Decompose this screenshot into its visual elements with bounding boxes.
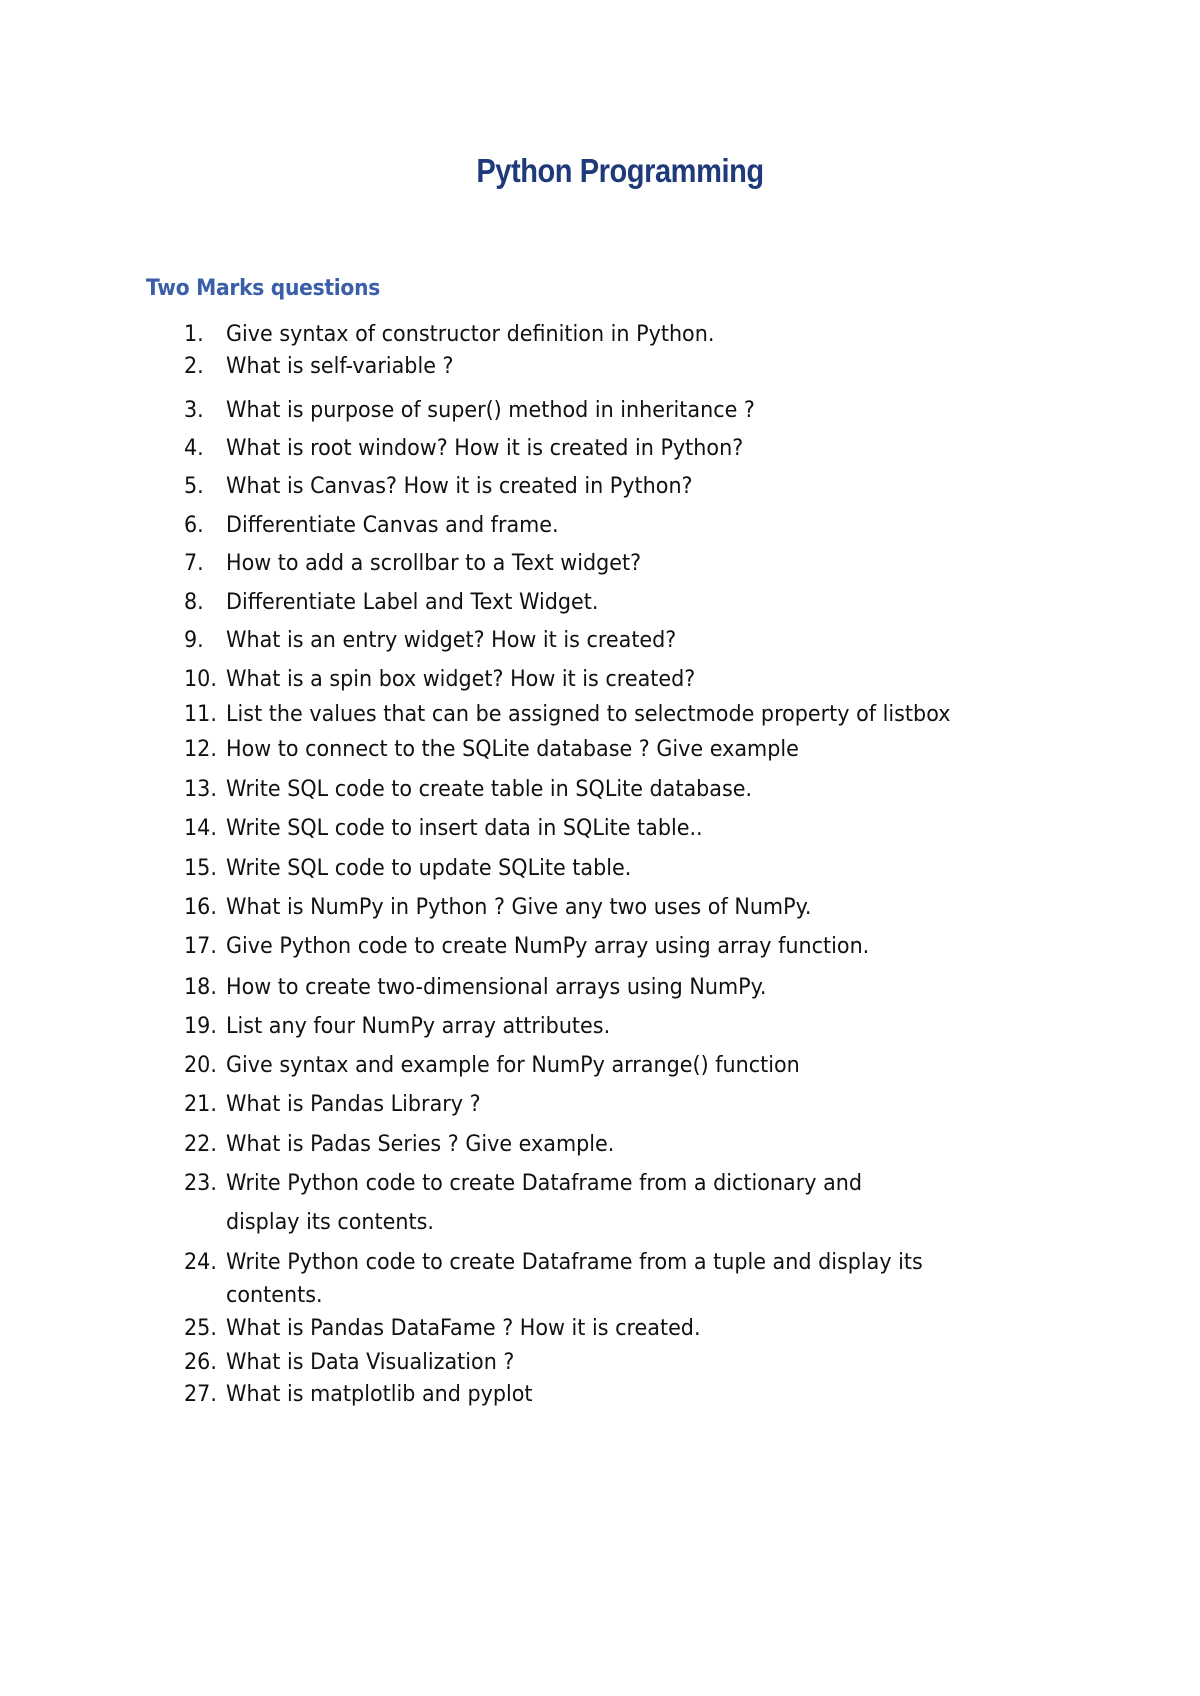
item-number: 25. xyxy=(184,1315,217,1341)
section-heading: Two Marks questions xyxy=(146,276,380,301)
item-number: 10. xyxy=(184,666,217,692)
item-text: Write SQL code to update SQLite table. xyxy=(226,855,632,881)
item-text: What is self-variable ? xyxy=(226,353,454,379)
page-title: Python Programming xyxy=(476,152,764,189)
item-number: 7. xyxy=(184,550,204,576)
item-number: 6. xyxy=(184,512,204,538)
item-number: 16. xyxy=(184,894,217,920)
item-text: What is Padas Series ? Give example. xyxy=(226,1131,615,1157)
item-text: How to add a scrollbar to a Text widget? xyxy=(226,550,642,576)
item-number: 23. xyxy=(184,1170,217,1196)
item-number: 2. xyxy=(184,353,204,379)
item-number: 21. xyxy=(184,1091,217,1117)
item-text: Give syntax of constructor definition in Python. xyxy=(226,321,715,347)
item-text: What is Pandas Library ? xyxy=(226,1091,481,1117)
item-number: 17. xyxy=(184,933,217,959)
item-number: 3. xyxy=(184,397,204,423)
item-text: What is root window? How it is created in Python? xyxy=(226,435,744,461)
item-text: List any four NumPy array attributes. xyxy=(226,1013,611,1039)
item-number: 20. xyxy=(184,1052,217,1078)
item-number: 18. xyxy=(184,974,217,1000)
item-text: Differentiate Label and Text Widget. xyxy=(226,589,599,615)
item-number: 14. xyxy=(184,815,217,841)
item-number: 8. xyxy=(184,589,204,615)
item-text: What is Data Visualization ? xyxy=(226,1349,515,1375)
item-text: How to connect to the SQLite database ? Give example xyxy=(226,736,799,762)
item-text: What is a spin box widget? How it is created? xyxy=(226,666,696,692)
item-text: Write Python code to create Dataframe from a dictionary and xyxy=(226,1170,863,1196)
item-text: What is purpose of super() method in inheritance ? xyxy=(226,397,755,423)
item-number: 9. xyxy=(184,627,204,653)
item-number: 27. xyxy=(184,1381,217,1407)
item-text-continuation: contents. xyxy=(226,1282,323,1308)
item-number: 22. xyxy=(184,1131,217,1157)
item-text: What is NumPy in Python ? Give any two uses of NumPy. xyxy=(226,894,812,920)
item-text: List the values that can be assigned to selectmode property of listbox xyxy=(226,701,951,727)
item-text: What is matplotlib and pyplot xyxy=(226,1381,533,1407)
item-text: How to create two-dimensional arrays using NumPy. xyxy=(226,974,767,1000)
item-number: 5. xyxy=(184,473,204,499)
item-number: 4. xyxy=(184,435,204,461)
item-number: 11. xyxy=(184,701,217,727)
item-number: 15. xyxy=(184,855,217,881)
item-text: What is an entry widget? How it is created? xyxy=(226,627,677,653)
item-number: 1. xyxy=(184,321,204,347)
item-text: Give Python code to create NumPy array using array function. xyxy=(226,933,870,959)
item-number: 13. xyxy=(184,776,217,802)
item-number: 19. xyxy=(184,1013,217,1039)
item-text: Give syntax and example for NumPy arrange() function xyxy=(226,1052,800,1078)
item-text: Write SQL code to insert data in SQLite table.. xyxy=(226,815,703,841)
item-text: Write SQL code to create table in SQLite database. xyxy=(226,776,753,802)
item-text: What is Canvas? How it is created in Python? xyxy=(226,473,693,499)
item-text: Write Python code to create Dataframe from a tuple and display its xyxy=(226,1249,923,1275)
item-text: Differentiate Canvas and frame. xyxy=(226,512,559,538)
item-number: 12. xyxy=(184,736,217,762)
item-number: 24. xyxy=(184,1249,217,1275)
item-number: 26. xyxy=(184,1349,217,1375)
item-text-continuation: display its contents. xyxy=(226,1209,434,1235)
item-text: What is Pandas DataFame ? How it is created. xyxy=(226,1315,701,1341)
